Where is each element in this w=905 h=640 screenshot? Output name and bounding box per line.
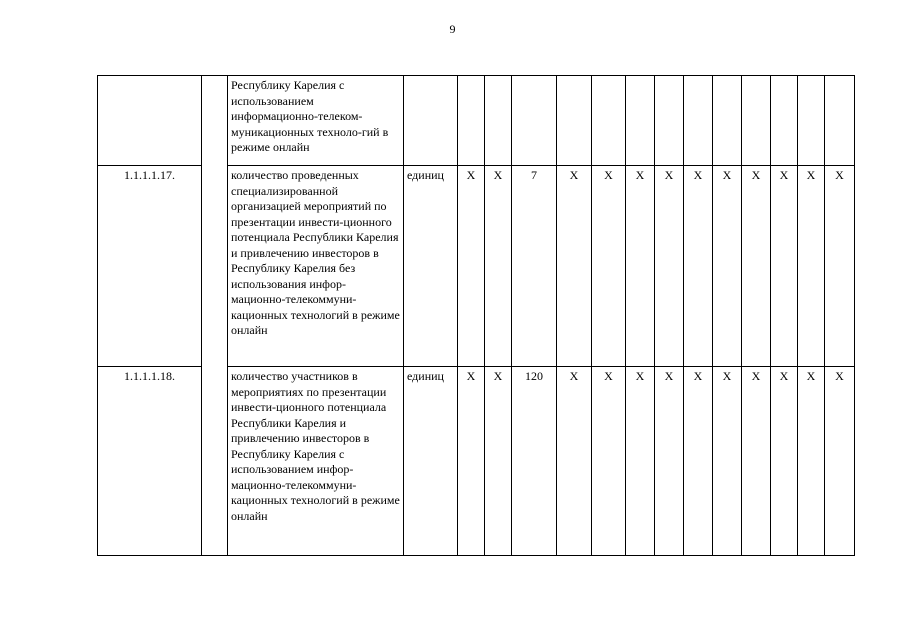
- value-cell: [626, 76, 655, 166]
- value-cell: Х: [825, 367, 855, 556]
- value-cell: Х: [557, 367, 592, 556]
- indicator-name-cell: количество проведенных специализированной организацией мероприятий по презентации инвести-ционного потенциала Республики Карелия и привлечению инвесторов в Республику Карелия без использования инфор-мационно-телекоммуни-кационных технологий в режиме онлайн: [228, 166, 404, 367]
- value-cell: [512, 76, 557, 166]
- unit-cell: единиц: [404, 367, 458, 556]
- value-cell: [742, 76, 771, 166]
- value-cell: [458, 76, 485, 166]
- row-number-cell: 1.1.1.1.17.: [98, 166, 202, 367]
- value-cell: Х: [458, 166, 485, 367]
- value-cell: Х: [798, 166, 825, 367]
- blank-column-cell: [202, 76, 228, 556]
- value-cell: Х: [592, 166, 626, 367]
- value-cell: Х: [713, 367, 742, 556]
- unit-cell: единиц: [404, 166, 458, 367]
- indicator-name-cell: Республику Карелия с использованием информационно-телеком-муникационных техноло-гий в режиме онлайн: [228, 76, 404, 166]
- value-cell: [485, 76, 512, 166]
- value-cell: Х: [684, 367, 713, 556]
- value-cell: Х: [592, 367, 626, 556]
- value-cell: [713, 76, 742, 166]
- value-cell: Х: [713, 166, 742, 367]
- value-cell: 120: [512, 367, 557, 556]
- value-cell: Х: [557, 166, 592, 367]
- value-cell: Х: [626, 367, 655, 556]
- unit-cell: [404, 76, 458, 166]
- value-cell: Х: [485, 166, 512, 367]
- value-cell: Х: [771, 367, 798, 556]
- value-cell: Х: [458, 367, 485, 556]
- row-number-cell: 1.1.1.1.18.: [98, 367, 202, 556]
- value-cell: Х: [825, 166, 855, 367]
- value-cell: Х: [655, 367, 684, 556]
- value-cell: Х: [742, 166, 771, 367]
- indicators-table: [97, 75, 855, 556]
- indicator-name-cell: количество участников в мероприятиях по презентации инвести-ционного потенциала Республики Карелия и привлечению инвесторов в Республику Карелия с использованием инфор-мационно-телекоммуни-кационных технологий в режиме онлайн: [228, 367, 404, 556]
- value-cell: [825, 76, 855, 166]
- value-cell: 7: [512, 166, 557, 367]
- value-cell: Х: [626, 166, 655, 367]
- value-cell: Х: [771, 166, 798, 367]
- table-row-continued: [98, 76, 855, 166]
- row-number-cell: [98, 76, 202, 166]
- value-cell: [771, 76, 798, 166]
- value-cell: Х: [798, 367, 825, 556]
- value-cell: [684, 76, 713, 166]
- page-number: 9: [449, 22, 456, 36]
- value-cell: Х: [485, 367, 512, 556]
- value-cell: Х: [684, 166, 713, 367]
- value-cell: [798, 76, 825, 166]
- value-cell: Х: [655, 166, 684, 367]
- value-cell: Х: [742, 367, 771, 556]
- value-cell: [592, 76, 626, 166]
- value-cell: [655, 76, 684, 166]
- value-cell: [557, 76, 592, 166]
